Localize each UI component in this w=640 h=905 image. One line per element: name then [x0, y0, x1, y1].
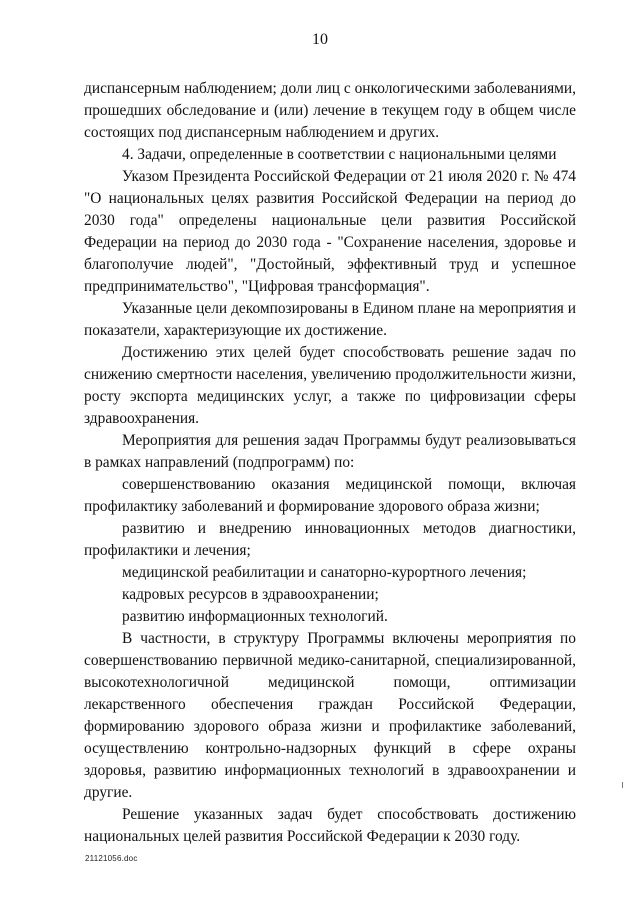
document-body: [84, 78, 576, 848]
footer-file-code: 21121056.doc: [85, 854, 138, 863]
list-item: развитию информационных технологий.: [122, 608, 388, 625]
paragraph-conclusion: Решение указанных задач будет способствовать достижению национальных целей развития Российской Федерации к 2030 году.: [84, 806, 576, 845]
page-number: 10: [312, 31, 328, 48]
paragraph-program-structure: В частности, в структуру Программы включены мероприятия по совершенствованию первичной медико-санитарной, специализированной, высокотехнологичной медицинской помощи, оптимизации лекарственного обеспечения граждан Российской Федерации, формированию здорового образа жизни и профилактике заболеваний, осуществлению контрольно-надзорных функций в сфере охраны здоровья, развитию информационных технологий в здравоохранении и другие.: [84, 630, 576, 801]
continuation-paragraph: диспансерным наблюдением; доли лиц с онкологическими заболеваниями, прошедших обследование и (или) лечение в текущем году в общем числе состоящих под диспансерным наблюдением и других.: [84, 80, 576, 141]
paragraph-program-activities: Мероприятия для решения задач Программы будут реализовываться в рамках направлений (подпрограмм) по:: [84, 432, 576, 471]
paragraph-achievement: Достижению этих целей будет способствовать решение задач по снижению смертности населения, увеличению продолжительности жизни, росту экспорта медицинских услуг, а также по цифровизации сферы здравоохранения.: [84, 344, 576, 427]
list-item: кадровых ресурсов в здравоохранении;: [122, 586, 379, 603]
list-item: медицинской реабилитации и санаторно-курортного лечения;: [122, 564, 527, 581]
list-item: развитию и внедрению инновационных методов диагностики, профилактики и лечения;: [84, 520, 576, 559]
section-heading: 4. Задачи, определенные в соответствии с национальными целями: [122, 146, 557, 163]
paragraph-decree: Указом Президента Российской Федерации от 21 июля 2020 г. № 474 "О национальных целях развития Российской Федерации на период до 2030 года" определены национальные цели развития Российской Федерации на период до 2030 года - "Сохранение населения, здоровье и благополучие людей", "Достойный, эффективный труд и успешное предпринимательство", "Цифровая трансформация".: [84, 168, 576, 295]
paragraph-decomposed-goals: Указанные цели декомпозированы в Едином плане на мероприятия и показатели, характеризующие их достижение.: [84, 300, 576, 339]
margin-mark: [622, 782, 623, 788]
list-item: совершенствованию оказания медицинской помощи, включая профилактику заболеваний и формирование здорового образа жизни;: [84, 476, 576, 515]
